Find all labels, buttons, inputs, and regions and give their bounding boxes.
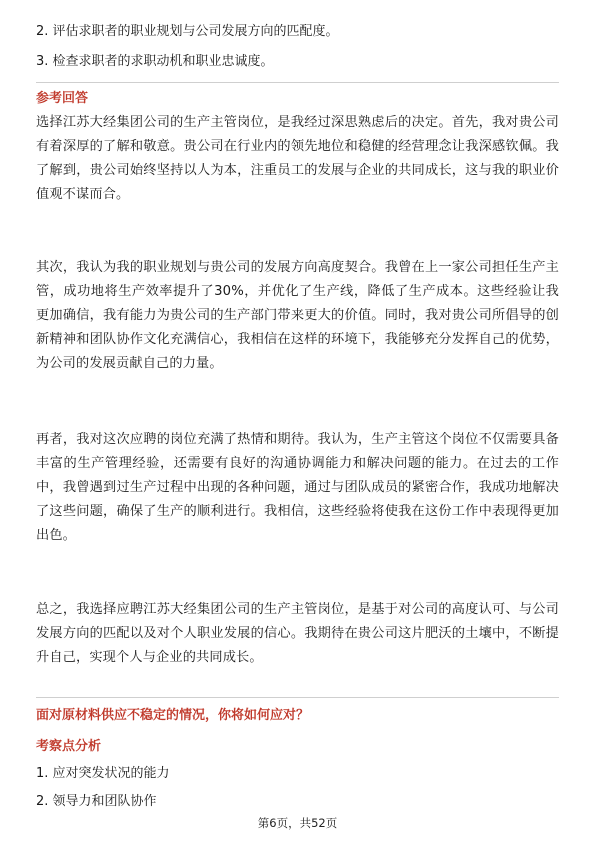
question-heading: 面对原材料供应不稳定的情况，你将如何应对？ [36,708,310,723]
answer-paragraph-2: 其次，我认为我的职业规划与贵公司的发展方向高度契合。我曾在上一家公司担任生产主管，成功地将生产效率提升了30%，并优化了生产线，降低了生产成本。这些经验让我更加确信，我有能力为贵公司的生产部门带来更大的价值。同时，我对贵公司所倡导的创新精神和团队协作文化充满信心，我相信在这样的环境下，我能够充分发挥自己的优势，为公司的发展贡献自己的力量。 [36,260,559,371]
page-number-footer: 第6页，共52页 [257,816,338,830]
answer-paragraph-1: 选择江苏大经集团公司的生产主管岗位，是我经过深思熟虑后的决定。首先，我对贵公司有着深厚的了解和敬意。贵公司在行业内的领先地位和稳健的经营理念让我深感钦佩。我了解到，贵公司始终坚持以人为本，注重员工的发展与企业的共同成长，这与我的职业价值观不谋而合。 [36,115,559,202]
analysis-item-1: 1. 应对突发状况的能力 [36,766,170,781]
section-divider [36,82,559,83]
criteria-item-2: 2. 评估求职者的职业规划与公司发展方向的匹配度。 [36,24,339,39]
reference-answer-heading: 参考回答 [36,91,89,106]
answer-paragraph-3: 再者，我对这次应聘的岗位充满了热情和期待。我认为，生产主管这个岗位不仅需要具备丰富的生产管理经验，还需要有良好的沟通协调能力和解决问题的能力。在过去的工作中，我曾遇到过生产过程中出现的各种问题，通过与团队成员的紧密合作，我成功地解决了这些问题，确保了生产的顺利进行。我相信，这些经验将使我在这份工作中表现得更加出色。 [36,432,559,543]
analysis-heading: 考察点分析 [36,739,102,754]
criteria-item-3: 3. 检查求职者的求职动机和职业忠诚度。 [36,54,274,69]
analysis-item-2: 2. 领导力和团队协作 [36,794,157,809]
question-divider [36,697,559,698]
answer-paragraph-4: 总之，我选择应聘江苏大经集团公司的生产主管岗位，是基于对公司的高度认可、与公司发展方向的匹配以及对个人职业发展的信心。我期待在贵公司这片肥沃的土壤中，不断提升自己，实现个人与企业的共同成长。 [36,602,559,665]
